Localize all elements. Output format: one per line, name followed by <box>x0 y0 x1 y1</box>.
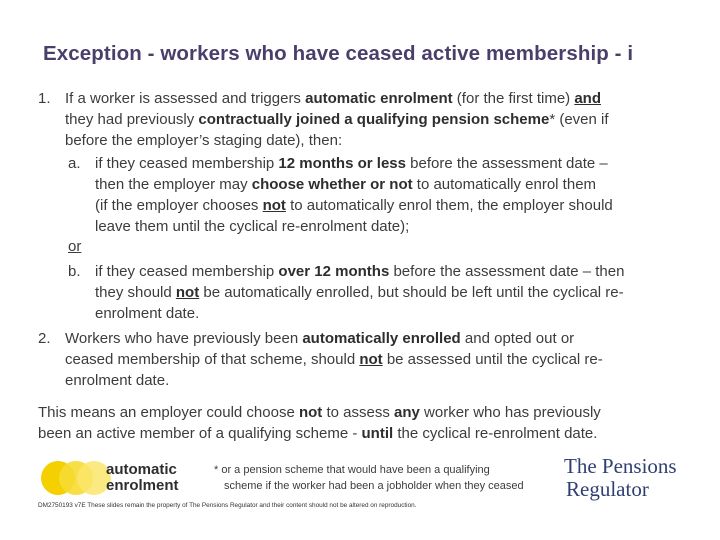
emphasis-underline: not <box>359 351 383 368</box>
emphasis: any <box>394 404 420 421</box>
emphasis-underline: and <box>574 90 601 107</box>
text-run: they should <box>95 284 176 301</box>
disclaimer: DM2750193 v7E These slides remain the property of The Pensions Regulator and their content should not be altered on reproduction. <box>38 502 417 509</box>
or-connector: or <box>68 238 82 255</box>
text-run: then the employer may <box>95 176 252 193</box>
text-line <box>95 195 613 216</box>
logo-line: Regulator <box>566 477 649 501</box>
text-line <box>65 109 609 130</box>
emphasis: contractually joined a qualifying pension scheme <box>198 111 550 128</box>
wordmark-line: enrolment <box>106 477 179 494</box>
text-run: to automatically enrol them <box>412 176 597 193</box>
wordmark-line: automatic <box>106 461 177 478</box>
emphasis: until <box>361 425 394 442</box>
text-run: Workers who have previously been <box>65 330 303 347</box>
footnote <box>214 462 524 494</box>
text-run: to automatically enrol them, the employer should <box>285 197 613 214</box>
text-line: leave them until the cyclical re-enrolment date); <box>95 218 410 235</box>
text-run: been an active member of a qualifying scheme - <box>38 425 362 442</box>
text-line <box>95 153 608 174</box>
emphasis: automatically enrolled <box>302 330 461 347</box>
text-run: (if the employer chooses <box>95 197 263 214</box>
text-run: * (even if <box>549 111 609 128</box>
emphasis-underline: not <box>175 284 200 301</box>
emphasis: over 12 months <box>278 263 390 280</box>
text-line: enrolment date. <box>95 305 200 322</box>
text-line <box>95 174 596 195</box>
text-line <box>95 261 624 282</box>
emphasis: not <box>298 404 323 421</box>
text-run: and opted out or <box>460 330 575 347</box>
text-line: enrolment date. <box>65 372 170 389</box>
footnote-line: * or a pension scheme that would have been a qualifying <box>214 464 490 476</box>
emphasis-underline: not <box>262 197 286 214</box>
text-line <box>38 402 601 423</box>
text-run: be assessed until the cyclical re- <box>382 351 603 368</box>
sub-item-label: a. <box>68 155 81 172</box>
text-run: before the assessment date – <box>405 155 608 172</box>
text-run: they had previously <box>65 111 199 128</box>
item-number: 2. <box>38 330 51 347</box>
text-run: be automatically enrolled, but should be left until the cyclical re- <box>199 284 624 301</box>
text-run: the cyclical re-enrolment date. <box>393 425 598 442</box>
text-run: ceased membership of that scheme, should <box>65 351 360 368</box>
text-run: if they ceased membership <box>95 155 279 172</box>
item-number: 1. <box>38 90 51 107</box>
emphasis: automatic enrolment <box>305 90 453 107</box>
sub-item-label: b. <box>68 263 81 280</box>
text-line: before the employer’s staging date), then: <box>65 132 343 149</box>
text-line <box>65 349 603 370</box>
text-run: to assess <box>322 404 395 421</box>
text-line <box>38 423 597 444</box>
emphasis: 12 months or less <box>278 155 406 172</box>
text-run: If a worker is assessed and triggers <box>65 90 306 107</box>
text-run: before the assessment date – then <box>389 263 625 280</box>
text-run: worker who has previously <box>419 404 601 421</box>
logo-line: The Pensions <box>564 454 677 478</box>
text-line <box>65 328 574 349</box>
text-run: if they ceased membership <box>95 263 279 280</box>
pensions-regulator-logo <box>564 455 677 501</box>
footnote-line: scheme if the worker had been a jobholder when they ceased <box>224 480 524 492</box>
emphasis: choose whether or not <box>251 176 413 193</box>
text-line <box>95 282 624 303</box>
slide-title: Exception - workers who have ceased active membership - i <box>43 42 634 65</box>
text-run: This means an employer could choose <box>38 404 299 421</box>
automatic-enrolment-wordmark <box>106 462 179 494</box>
text-run: (for the first time) <box>452 90 575 107</box>
text-line <box>65 88 601 109</box>
